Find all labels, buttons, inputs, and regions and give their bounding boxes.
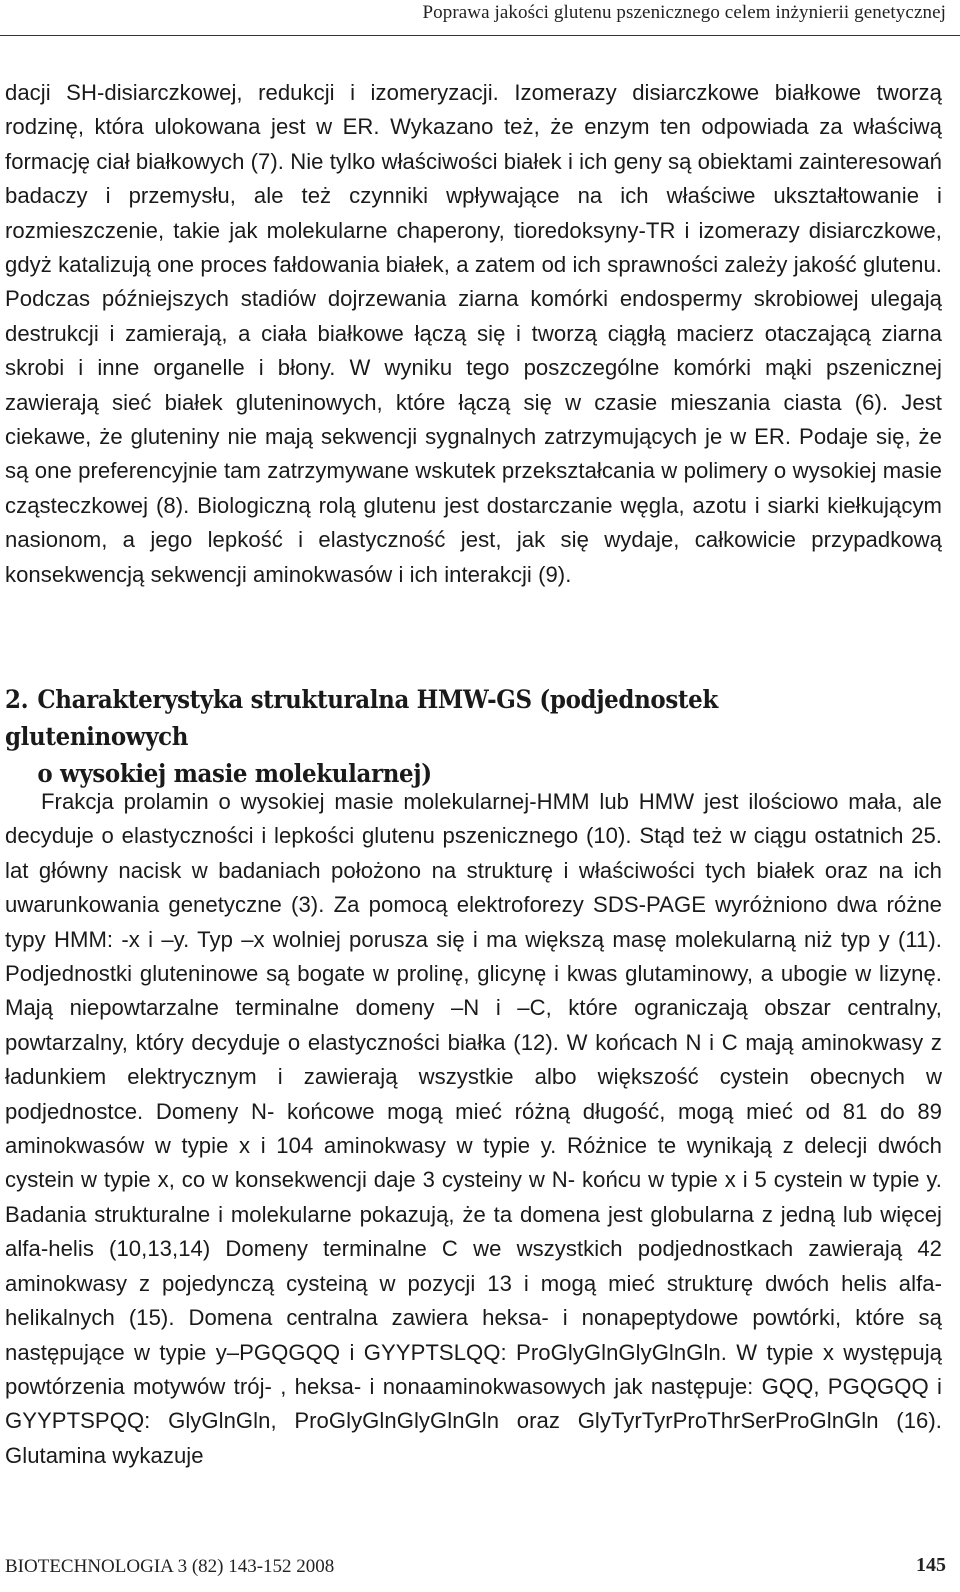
section-title-line-2: o wysokiej masie molekularnej) <box>37 759 432 789</box>
journal-citation: BIOTECHNOLOGIA 3 (82) 143-152 2008 <box>5 1556 335 1577</box>
body-paragraph-2: Frakcja prolamin o wysokiej masie molekularnej-HMM lub HMW jest ilościowo mała, ale decyduje o elastyczności i lepkości glutenu pszenicznego (10). Stąd też w ciągu ostatnich 25. lat główny nacisk w badaniach położono na strukturę i właściwości tych białek oraz na ich uwarunkowania genetyczne (3). Za pomocą elektroforezy SDS-PAGE wyróżniono dwa różne typy HMM: -x i –y. Typ –x wolniej porusza się i ma większą masę molekularną niż typ y (11). Podjednostki gluteninowe są bogate w prolinę, glicynę i kwas glutaminowy, a ubogie w lizynę. Mają niepowtarzalne terminalne domeny –N i –C, które ograniczają obszar centralny, powtarzalny, który decyduje o elastyczności białka (12). W końcach N i C mają aminokwasy z ładunkiem elektrycznym i zawierają wszystkie albo większość cystein obecnych w podjednostce. Domeny N- końcowe mogą mieć różną długość, mogą mieć od 81 do 89 aminokwasów w typie x i 104 aminokwasy w typie y. Różnice te wynikają z delecji dwóch cystein w typie x, co w konsekwencji daje 3 cysteiny w N- końcu w typie x i 5 cystein w typie y. Badania strukturalne i molekularne pokazują, że ta domena jest globularna z jedną lub więcej alfa-helis (10,13,14) Domeny terminalne C we wszystkich podjednostkach zawierają 42 aminokwasy z pojedynczą cysteiną w pozycji 13 i mogą mieć strukturę dwóch helis alfa-helikalnych (15). Domena centralna zawiera heksa- i nonapeptydowe powtórki, które są następujące w typie y–PGQGQQ i GYYPTSLQQ: ProGlyGlnGlyGlnGln. W typie x występują powtórzenia motywów trój- , heksa- i nonaaminokwasowych jak następuje: GQQ, PGQGQQ i GYYPTSPQQ: GlyGlnGln, ProGlyGlnGlyGlnGln oraz GlyTyrTyrProThrSerProGlnGln (16). Glutamina wykazuje <box>5 789 942 1468</box>
section-title-line-1: Charakterystyka strukturalna HMW-GS (podjednostek gluteninowych <box>5 685 718 752</box>
header-divider <box>0 35 960 36</box>
section-number: 2. <box>5 685 29 715</box>
section-heading <box>5 682 851 793</box>
body-paragraph-1: dacji SH-disiarczkowej, redukcji i izomeryzacji. Izomerazy disiarczkowe białkowe tworzą rodzinę, która ulokowana jest w ER. Wykazano też, że enzym ten odpowiada za właściwą formację ciał białkowych (7). Nie tylko właściwości białek i ich geny są obiektami zainteresowań badaczy i przemysłu, ale też czynniki wpływające na ich właściwe ukształtowanie i rozmieszczenie, takie jak molekularne chaperony, tioredoksyny-TR i izomerazy disiarczkowe, gdyż katalizują one proces fałdowania białek, a zatem od ich sprawności zależy jakość glutenu. Podczas późniejszych stadiów dojrzewania ziarna komórki endospermy skrobiowej ulegają destrukcji i zamierają, a ciała białkowe łączą się i tworzą ciągłą macierz otaczającą ziarna skrobi i inne organelle i błony. W wyniku tego poszczególne komórki mąki pszenicznej zawierają sieć białek gluteninowych, które łączą się w czasie mieszania ciasta (6). Jest ciekawe, że gluteniny nie mają sekwencji sygnalnych zatrzymujących je w ER. Podaje się, że są one preferencyjnie tam zatrzymywane wskutek przekształcania w polimery o wysokiej masie cząsteczkowej (8). Biologiczną rolą glutenu jest dostarczanie węgla, azotu i siarki kiełkującym nasionom, a jego lepkość i elastyczność jest, jak się wydaje, całkowicie przypadkową konsekwencją sekwencji aminokwasów i ich interakcji (9). <box>5 80 942 587</box>
running-header: Poprawa jakości glutenu pszenicznego celem inżynierii genetycznej <box>422 2 946 23</box>
page-number: 145 <box>916 1554 946 1576</box>
